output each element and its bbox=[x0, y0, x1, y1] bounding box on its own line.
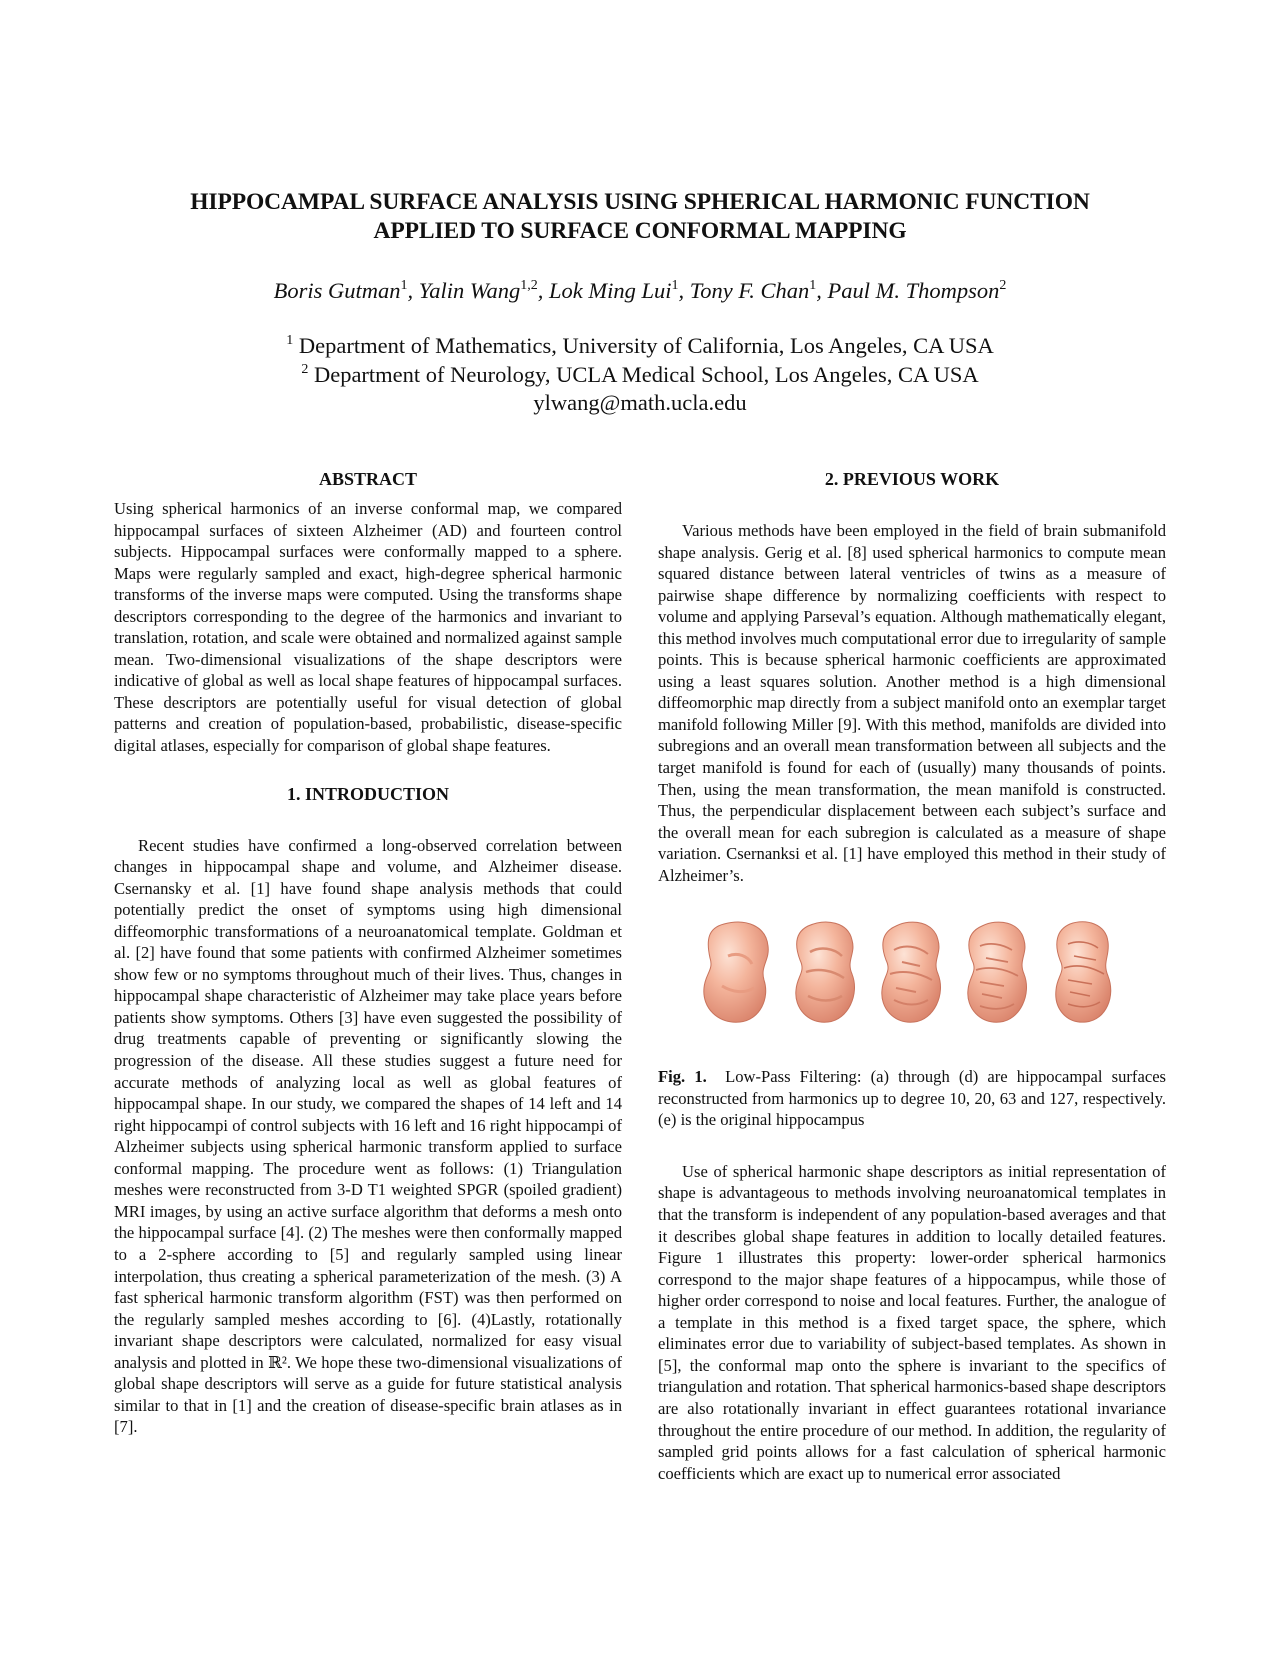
hippocampus-original-image bbox=[1044, 916, 1124, 1028]
hippocampus-degree-10-image bbox=[694, 916, 780, 1028]
author: Lok Ming Lui bbox=[549, 278, 672, 303]
abstract-heading: ABSTRACT bbox=[318, 469, 418, 489]
previous-work-heading: 2. PREVIOUS WORK bbox=[824, 469, 1000, 489]
abstract-text: Using spherical harmonics of an inverse conformal map, we compared hippocampal surfaces of sixteen Alzheimer (AD) and fourteen control subjects. Hippocampal surfaces were conformally mapped to a sphere. Maps were regularly sampled and exact, high-degree spherical harmonic transforms of the inverse maps were computed. Using the transforms shape descriptors corresponding to the degree of the harmonics and invariant to translation, rotation, and scale were obtained and normalized against sample mean. Two-dimensional visualizations of the shape descriptors were indicative of global as well as local shape features of hippocampal surfaces. These descriptors are potentially useful for visual detection of global patterns and creation of population-based, probabilistic, disease-specific digital atlases, especially for comparison of global shape features. bbox=[114, 499, 622, 756]
author: Yalin Wang bbox=[418, 278, 521, 303]
introduction-text: Recent studies have confirmed a long-observed correlation between changes in hippocampal shape and volume, and Alzheimer disease. Csernansky et al. [1] have found shape analysis methods that could potentially predict the onset of symptoms using high dimensional diffeomorphic transformations of a neuroanatomical template. Goldman et al. [2] have found that some patients with confirmed Alzheimer sometimes show few or no symptoms throughout much of their lives. Thus, changes in hippocampal shape characteristic of Alzheimer may take place years before patients show symptoms. Others [3] have even suggested the possibility of drug treatments capable of preventing or significantly slowing the progression of the disease. All these studies suggest a future need for accurate methods of analyzing local as well as global features of hippocampal shape. In our study, we compared the shapes of 14 left and 14 right hippocampi of control subjects with 16 left and 16 right hippocampi of Alzheimer subjects using spherical harmonic transform applied to surface conformal mapping. The procedure went as follows: (1) Triangulation meshes were reconstructed from 3-D T1 weighted SPGR (spoiled gradient) MRI images, by using an active surface algorithm that deforms a mesh onto the hippocampal surface [4]. (2) The meshes were then conformally mapped to a 2-sphere according to [5] and regularly sampled using linear interpolation, thus creating a spherical parameterization of the mesh. (3) A fast spherical harmonic transform algorithm (FST) was then performed on the regularly sampled meshes according to [6]. (4)Lastly, rotationally invariant shape descriptors were calculated, normalized for easy visual analysis and plotted in ℝ². We hope these two-dimensional visualizations of global shape descriptors will serve as a guide for future statistical analysis similar to that in [1] and the creation of disease-specific brain atlases as in [7]. bbox=[114, 835, 622, 1437]
contact-email[interactable]: ylwang@math.ucla.edu bbox=[533, 390, 747, 415]
hippocampus-degree-63-image bbox=[872, 916, 952, 1028]
author: Boris Gutman bbox=[273, 278, 401, 303]
affiliation: $^1$ Department of Mathematics, University of California, Los Angeles, CA USA bbox=[286, 333, 994, 358]
hippocampus-degree-127-image bbox=[958, 916, 1038, 1028]
right-column bbox=[658, 468, 1166, 1484]
figure-1 bbox=[658, 916, 1166, 1036]
left-column bbox=[114, 468, 622, 1438]
introduction-heading: 1. INTRODUCTION bbox=[286, 783, 450, 804]
affiliations bbox=[100, 332, 1180, 418]
continuation-text: Use of spherical harmonic shape descriptors as initial representation of shape is advantageous to methods involving neuroanatomical templates in that the transform is independent of any population-based averages and that it describes global shape features in addition to locally detailed features. Figure 1 illustrates this property: lower-order spherical harmonics correspond to the major shape features of a hippocampus, while those of higher order correspond to noise and local features. Further, the analogue of a template in this method is a fixed target space, the sphere, which eliminates error due to variability of subject-based templates. As shown in [5], the conformal map onto the sphere is invariant to the specifics of triangulation and rotation. That spherical harmonics-based shape descriptors are also rotationally invariant in effect guarantees rotational invariance throughout the entire procedure of our method. In addition, the regularity of sampled grid points allows for a fast calculation of spherical harmonic coefficients which are exact up to numerical error associated bbox=[658, 1161, 1166, 1483]
paper-title: HIPPOCAMPAL SURFACE ANALYSIS USING SPHERICAL HARMONIC FUNCTION APPLIED TO SURFACE CONFORMAL MAPPING bbox=[190, 189, 1090, 244]
previous-work-text: Various methods have been employed in the field of brain submanifold shape analysis. Gerig et al. [8] used spherical harmonics to compute mean squared distance between lateral ventricles of twins as a measure of pairwise shape difference by normalizing coefficients with respect to volume and applying Parseval’s equation. Although mathematically elegant, this method involves much computational error due to irregularity of sample points. This is because spherical harmonic coefficients are approximated using a least squares solution. Another method is a high dimensional diffeomorphic map directly from a subject manifold onto an exemplar target manifold following Miller [9]. With this method, manifolds are divided into subregions and an overall mean transformation between all subjects and the target manifold is found for each of (usually) many thousands of points. Then, using the mean transformation, the mean manifold is constructed. Thus, the perpendicular displacement between each subject’s surface and the overall mean for each subregion is calculated as a measure of shape variation. Csernanksi et al. [1] have employed this method in their study of Alzheimer’s. bbox=[658, 521, 1166, 885]
author: Paul M. Thompson bbox=[827, 278, 1000, 303]
affiliation: $^2$ Department of Neurology, UCLA Medical School, Los Angeles, CA USA bbox=[301, 361, 979, 387]
author-list: Boris Gutman$^1$, Yalin Wang$^{1,2}$, Lok Ming Lui$^1$, Tony F. Chan$^1$, Paul M. Thompson$^2$ bbox=[273, 278, 1007, 303]
figure-label: Fig. 1 bbox=[658, 1067, 703, 1087]
figure-1-caption: Fig. 1. Low-Pass Filtering: (a) through (d) are hippocampal surfaces reconstructed from harmonics up to degree 10, 20, 63 and 127, respectively. (e) is the original hippocampus bbox=[658, 1067, 1167, 1130]
author: Tony F. Chan bbox=[689, 278, 810, 303]
hippocampus-degree-20-image bbox=[786, 916, 866, 1028]
